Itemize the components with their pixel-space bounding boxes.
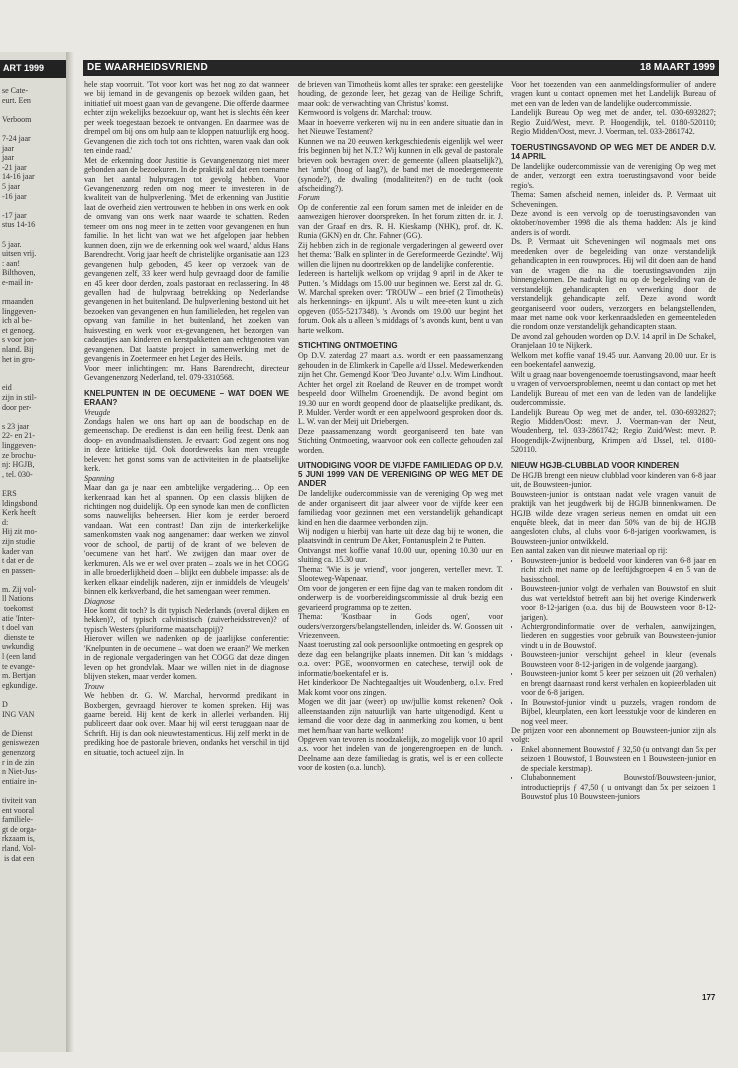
paragraph: Thema: 'Wie is je vriend', voor jongeren, verteller mevr. T. Slooteweg-Wapenaar. — [298, 564, 503, 584]
paragraph: De landelijke oudercommissie van de vereniging Op weg met de ander organiseert dit jaar alweer voor de vijfde keer een familiedag voor gezinnen met een verstandelijk gehandicapt kind en hen die daarmee verbonden zijn. — [298, 489, 503, 527]
article-heading: TOERUSTINGSAVOND OP WEG MET DE ANDER D.V. 14 APRIL — [511, 142, 716, 161]
paragraph: Kernwoord is volgens dr. Marchal: trouw. — [298, 108, 432, 118]
price-list — [511, 745, 716, 802]
paragraph: Mogen we dit jaar (weer) op uw/jullie komst rekenen? Ook alleenstaanden zijn natuurlijk van harte uitgenodigd. Kent u iemand die voor deze dag in aanmerking zou komen, u bent met hem/haar van harte welkom! — [298, 697, 503, 735]
column-1 — [84, 80, 289, 1010]
paragraph: Wij nodigen u hierbij van harte uit deze dag bij te wonen, die plaatsvindt in centrum De Aker, Fontanusplein 2 te Putten. — [298, 527, 503, 546]
paragraph: Hoe komt dit toch? Is dit typisch Nederlands (overal dijken en hekken)?, of typisch calvinistisch (zuiverheidsstreven)? of typisch Westers (pluriforme maatschappij)? — [84, 606, 289, 634]
list-item: • Clubabonnement Bouwstof/Bouwsteen-junior, introductieprijs ƒ 47,50 ( u ontvangt dan 5x per seizoen 1 Bouwstof plus 10 Bouwsteen-juniors — [521, 773, 716, 801]
paragraph: Zij hebben zich in de regionale vergaderingen al geweerd over het thema: 'Balk en splinter in de Gereformeerde Gezindte'. Wij willen die lijnen nu doortrekken op de landelijke conferentie. — [298, 240, 503, 269]
paragraph: De avond zal gehouden worden op D.V. 14 april in De Schakel, Oranjelaan 10 te Nijkerk. — [511, 331, 716, 351]
article-heading: UITNODIGING VOOR DE VIJFDE FAMILIEDAG OP D.V. 5 JUNI 1999 VAN DE VERENIGING OP WEG MET DE ANDER — [298, 461, 503, 489]
page-gutter — [66, 52, 74, 1052]
paragraph: Hierover willen we nadenken op de jaarlijkse conferentie: 'Knelpunten in de oecumene – wat doen we eraan?' We merken in de regionale vergaderingen van het COGG dat deze dingen leven op het grondvlak. Maar we willen niet in de diagnose blijven steken, maar verder komen. — [84, 634, 289, 682]
paragraph: Thema: 'Kostbaar in Gods ogen', voor ouders/verzorgers/belangstellenden, inleider ds. W. Goossen uit Vriezenveen. — [298, 612, 503, 641]
article-heading: STICHTING ONTMOETING — [298, 341, 398, 351]
paragraph: De prijzen voor een abonnement op Bouwsteen-junior zijn als volgt: — [511, 726, 716, 745]
list-item: • Bouwsteen-junior is bedoeld voor kinderen van 6-8 jaar en richt zich met name op de leeftijdsgroepen 4 en 5 van de basisschool. — [521, 556, 716, 584]
paragraph: Maar dan ga je naar een ambtelijke vergadering… Op een kerkenraad kan het al spannen. Op een classis blijken de richtingen nog duidelijk. Op een synode kan men de conflicten soms nauwelijks beheersen. Hier kom je eerder beroerd vandaan. Wat een contrast! Dan zijn de interkerkelijke samenkomsten vaak nog aangenamer: daar werken we zinvol voor de school, de partij of de krant of we beleven de 'oecumene van het hart'. We zwijgen dan maar over de kerkmuren. Als we er wel over praten – zoals we in het COGG in alle broederlijkheid doen – blijkt een dubbele impasse: als de kerken elkaar eindelijk naderen, zijn er inmiddels de 'vleugels' binnen elk kerkverband, die het samengaan weer remmen. — [84, 483, 289, 597]
list-item: • Achtergrondinformatie over de verhalen, aanwijzingen, liederen en suggesties voor gebruik van Bouwsteen-junior vindt u in de Bouwstof. — [521, 622, 716, 650]
magazine-title: DE WAARHEIDSVRIEND — [87, 62, 208, 73]
list-item: • Bouwsteen-junior volgt de verhalen van Bouwstof en sluit dus wat verteldstof betreft aan bij het overige Kinderwerk voor 8-12-jarigen (o.a. dus bij de Bouwsteen voor 8-12-jarigen). — [521, 584, 716, 622]
paragraph: Welkom met koffie vanaf 19.45 uur. Aanvang 20.00 uur. Er is een boekentafel aanwezig. — [511, 350, 716, 370]
paragraph: Kunnen we na 20 eeuwen kerkgeschiedenis eigenlijk wel weer fris beginnen bij het N.T.? Wij kunnen in elk geval de pastorale brieven ook bevragen over: de gemeente (alleen plaatselijk?), het 'ambt' (hoog of laag?), de band met de moedergemeente (synode?), de dwaling (modaliteiten?) en de tucht (ook afscheiding?). — [298, 136, 503, 193]
paragraph: De landelijke oudercommissie van de vereniging Op weg met de ander, verzorgt een extra toerustingsavond voor beide regio's. — [511, 161, 716, 190]
paragraph: Deze avond is een vervolg op de toerustingsavonden van oktober/november 1998 die als thema hadden: Als je kind anders is of wordt. — [511, 208, 716, 237]
paragraph: Met de erkenning door Justitie is Gevangenenzorg niet meer gebonden aan de bezoekuren. In de praktijk zal dat een toename van het aantal hulpvragen tot gevolg hebben. Voor Gevangenenzorg reden om nog meer te investeren in de kwaliteit van de hulpverlening. 'Met de erkenning van Justitie laat de overheid zien vertrouwen te hebben in ons werk en ook de omvang van ons werk naar waarde te schatten. Reden temeer om ons nog meer in te zetten voor gevangenen en hun familie. In het licht van wat we het afgelopen jaar hebben kunnen doen, zijn we de erkenning ook wel waard,' aldus Hans Barendrecht. Vorig jaar heeft de christelijke organisatie aan 123 gevangenen hulp geboden, 45 keer op verzoek van de gevangenen zelf, 33 keer werd hulp gevraagd door de familie en 45 keer door derden, zoals pastoraat en reclassering. In 48 gevallen had de hulpvraag betrekking op Nederlandse gevangenen in het buitenland. De hulpverlening bestond uit het bezoeken van gevangenen en hun familieleden, het regelen van opvang van familie in het buitenland, het zoeken van huisvesting en werk voor ex-gevangenen, het bezorgen van cadeautjes aan kinderen en kerstpakketten aan echtgenoten van gevangenen. Dat laatste project in samenwerking met de gevangenis in Zoetermeer en het Leger des Heils. — [84, 155, 289, 364]
paragraph: Thema: Samen afscheid nemen, inleider ds. P. Vermaat uit Scheveningen. — [511, 190, 716, 209]
paragraph: Opgeven van tevoren is noodzakelijk, zo mogelijk voor 10 april a.s. voor het indelen van de jongerengroepen en de lunch. Deelname aan deze familiedag is gratis, wel is er een collecte voor de kosten (o.a. lunch). — [298, 735, 503, 773]
previous-page-edge — [0, 52, 67, 1052]
previous-page-header — [0, 60, 66, 78]
paragraph: Zondags halen we ons hart op aan de boodschap en de gemeenschap. De eredienst is dan een heilig feest. Denk aan doop- en avondmaalsdiensten. Je ervaart: God zegent ons nog in deze kritieke tijd. Ook doordeweeks kan men vreugde beleven: het gonst soms van de activiteiten in de plaatselijke kerk. — [84, 416, 289, 474]
paragraph: Naast toerusting zal ook persoonlijke ontmoeting en gesprek op deze dag een belangrijke plaats innemen. Dit kan 's middags o.a. over: PGE, woonvormen en catechese, terwijl ook de informatie/boekentafel er is. — [298, 640, 503, 678]
paragraph: Bouwsteen-junior is ontstaan nadat vele vragen vanuit de praktijk van het jeugdwerk bij de HGJB binnenkwamen. De HGJB wilde deze vragen serieus nemen en omdat uit een enquête bleek, dat in meer dan 50% van de bij de HGJB aangesloten clubs, al clubs voor 6-8-jarigen voorkwamen, is Bouwsteen-junior ontwikkeld. — [511, 489, 716, 546]
list-item: • Enkel abonnement Bouwstof ƒ 32,50 (u ontvangt dan 5x per seizoen 1 Bouwstof, 1 Bouwsteen en 1 Bouwsteen-junior en de speciale kerstmap). — [521, 745, 716, 773]
article-heading: KNELPUNTEN IN DE OECUMENE – WAT DOEN WE ERAAN? — [84, 388, 289, 407]
paragraph: De HGJB brengt een nieuw clubblad voor kinderen van 6-8 jaar uit, de Bouwsteen-junior. — [511, 470, 716, 490]
paragraph: Op D.V. zaterdag 27 maart a.s. wordt er een paassamenzang gehouden in de Elimkerk in Capelle a/d IJssel. Medewerkenden zijn het Chr. Gemengd Koor 'Deo Juvante' o.l.v. Wim Lindhout. Achter het orgel zit Roeland de Reuver en de trompet wordt bespeeld door Wilhelm Groenendijk. De avond begint om 19.30 uur en wordt geopend door de plaatselijke predikant, ds. P. Mulder. Verder wordt er een appelwoord gesproken door ds. L. W. van der Meij uit Driebergen. — [298, 351, 503, 427]
list-item: • Bouwsteen-junior komt 5 keer per seizoen uit (20 verhalen) en brengt daarnaast rond kerst verhalen en kopieerbladen uit voor de 6-8 jarigen. — [521, 669, 716, 697]
column-3 — [511, 80, 716, 1010]
paragraph: We hebben dr. G. W. Marchal, hervormd predikant in Boxbergen, gevraagd hierover te komen spreken. Hij was gaarne bereid. Hij kent de kerk in allerlei verbanden. Hij publiceert daar ook over. Maar hij wil eerst teruggaan naar de Schrift. Hij is dan ook nieuwtestamenticus. Hij zelf merkt in de prediking hoe de pastorale brieven, ondanks het verschil in tijd en situatie, toch actueel zijn. In — [84, 691, 289, 757]
paragraph: Iedereen is hartelijk welkom op vrijdag 9 april in de Aker te Putten. 's Middags om 15.00 uur beginnen we. Eerst zal dr. G. W. Marchal spreken over: 'TROUW – een brief (2 Timotheüs) als herkennings- en ijkpunt'. Als u wilt mee-eten kunt u zich opgeven (055-5217348). 's Avonds om 19.00 uur begint het forum. Ook als u alleen 's middags of 's avonds kunt, bent u van harte welkom. — [298, 269, 503, 335]
list-item: • Bouwsteen-junior verschijnt geheel in kleur (evenals Bouwsteen voor 8-12-jarigen in de volgende jaargang). — [521, 650, 716, 669]
paragraph: Om voor de jongeren er een fijne dag van te maken rondom dit onderwerp is de voorbereidingscommissie al druk bezig een gevarieerd programma op te zetten. — [298, 583, 503, 612]
list-item: • In Bouwstof-junior vindt u puzzels, vragen rondom de Bijbel, kleurplaten, een kort leesstukje voor de kinderen en nog veel meer. — [521, 698, 716, 726]
paragraph: Op de conferentie zal een forum samen met de inleider en de aanwezigen hierover doorspreken. In het forum zitten dr. ir. J. van der Graaf en drs. R. H. Kieskamp (NHK), prof. dr. K. Runia (GKN) en dr. Chr. Fahner (GG). — [298, 202, 503, 241]
paragraph: hele stap voorruit. 'Tot voor kort was het nog zo dat wanneer we bij iemand in de gevangenis op bezoek wilden gaan, het initiatief uit moest gaan van de gevangene. Die offerde daarmee echter zijn wekelijks bezoekuur op, want het is slechts één keer per week toegestaan bezoek te ontvangen. En daarmee was de drempel om bij ons om hulp aan te kloppen natuurlijk erg hoog. Gevangenen die zich toch tot ons richtten, waren vaak dan ook ten einde raad.' — [84, 80, 289, 156]
paragraph: de brieven van Timotheüs komt alles ter sprake: een geestelijke houding, de gezonde leer, het gezag van de Heilige Schrift, maar ook: de verwachting van Christus' komst. — [298, 80, 503, 108]
paragraph: Het kinderkoor De Nachtegaaltjes uit Woudenberg, o.l.v. Fred Mak komt voor ons zingen. — [298, 678, 503, 697]
paragraph: Maar in hoeverre verkeren wij nu in een andere situatie dan in het Nieuwe Testament? — [298, 117, 503, 137]
page-number: 177 — [702, 993, 716, 1002]
subheading: Trouw — [84, 681, 105, 691]
paragraph: Voor meer inlichtingen: mr. Hans Barendrecht, directeur Gevangenenzorg Nederland, tel. 079-3310568. — [84, 363, 289, 383]
article-heading: NIEUW HGJB-CLUBBLAD VOOR KINDEREN — [511, 460, 679, 470]
previous-page-header-text: ART 1999 — [3, 63, 45, 73]
column-2 — [298, 80, 503, 1010]
page-header — [83, 60, 719, 76]
paragraph: Ontvangst met koffie vanaf 10.00 uur, opening 10.30 uur en sluiting ca. 15.30 uur. — [298, 545, 503, 565]
subheading: Forum — [298, 193, 320, 203]
paragraph: Landelijk Bureau Op weg met de ander, tel. 030-6932827; Regio Zuid/West, mevr. P. Hoogendijk, tel. 0180-520110; Regio Midden/Oost, mevr. J. Voerman, tel. 033-2861742. — [511, 108, 716, 137]
previous-page-text: se Cate- eurt. Een Verboom 7-24 jaar jaar jaar -21 jaar 14-16 jaar 5 jaar -16 jaar -17 jaar stus 14-16 5 jaar. uitsen vrij. : aan! Bilthoven, e-mail in- rmaanden linggeven- ich al be- et genoeg. s voor jon- nland. Bij het in gro- eid zijn in stil- door per- s 23 jaar 22- en 21- linggeven- ze brochu- nj: HGJB, , tel. 030- ERS ldingsbond Kerk heeft d: Hij zit mo- zijn studie kader van t dat er de en passen- m. Zij vol- ll Nations toekomst atie 'Inter- t doel van dienste te uwkundig l (een land te evange- m. Bertjan egkundige. D ING VAN de Dienst geniswezen genenzorg r in de zin n Niet-Jus- entiaire in- tiviteit van ent vooral familiele- gt de orga- rkzaam is, rland. Vol- is dat een — [2, 86, 40, 863]
paragraph: Wilt u graag naar bovengenoemde toerustingsavond, maar heeft u vragen of vervoersproblemen, neemt u dan contact op met het Landelijk Bureau of met een van de leden van de landelijke oudercommissie. — [511, 369, 716, 408]
paragraph: Deze paassamenzang wordt georganiseerd ten bate van Stichting Ontmoeting, waarvoor ook een collecte gehouden zal worden. — [298, 426, 503, 455]
issue-date: 18 MAART 1999 — [639, 62, 715, 73]
subheading: Vreugde — [84, 407, 111, 417]
subheading: Spanning — [84, 473, 115, 483]
paragraph: Landelijk Bureau Op weg met de ander, tel. 030-6932827; Regio Midden/Oost: mevr. J. Voerman-van der Neut, Woudenberg, tel. 033-2861742; Regio Zuid/West: mevr. P. Hoogendijk-Zwijnenburg, Krimpen a/d IJssel, tel. 0180-520110. — [511, 407, 716, 455]
paragraph: Voor het toezenden van een aanmeldingsformulier of andere vragen kunt u contact opnemen met het Landelijk Bureau of met een van de leden van de landelijke oudercommissie. — [511, 80, 716, 108]
subheading: Diagnose — [84, 596, 115, 606]
paragraph: Een aantal zaken van dit nieuwe materiaal op rij: — [511, 546, 668, 556]
feature-list — [511, 556, 716, 726]
paragraph: Ds. P. Vermaat uit Scheveningen wil nogmaals met ons meedenken over de begeleiding van onze verstandelijk gehandicapten in een rouwproces. Hij wil dit doen aan de hand van de vragen die na die toerustingsavonden zijn binnengekomen. De nadruk ligt nu op de begeleiding van de verstandelijk gehandicapten en verwerking door de verstandelijk gehandicapte zelf. Deze avond wordt georganiseerd voor ouders, verzorgers en belangstellenden, maar met name ook voor kerkenraadsleden en gemeenteleden die rondom onze verstandelijk gehandicapten staan. — [511, 237, 716, 332]
